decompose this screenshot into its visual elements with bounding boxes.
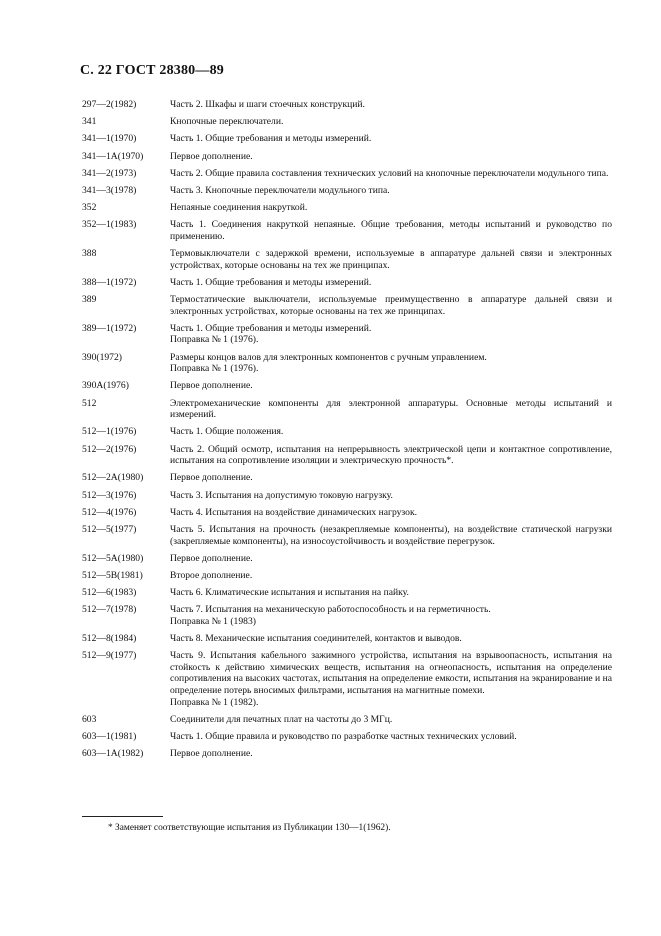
description-text: Часть 1. Общие требования и методы измерений. (170, 322, 372, 334)
publication-number: 341 (82, 116, 97, 128)
publication-description (170, 248, 612, 271)
description-text: Второе дополнение. (170, 569, 253, 581)
publication-description (170, 398, 612, 421)
publication-description (170, 714, 612, 726)
publication-number: 512—1(1976) (82, 426, 137, 438)
publication-number: 512—4(1976) (82, 506, 137, 518)
publication-number: 512—2(1976) (82, 443, 137, 455)
publication-description (170, 444, 612, 467)
description-text: Кнопочные переключатели. (170, 116, 284, 128)
description-text: Первое дополнение. (170, 552, 253, 564)
list-item (82, 731, 612, 743)
publication-description (170, 99, 612, 111)
description-text: Часть 6. Климатические испытания и испытания на пайку. (170, 587, 409, 599)
list-item (82, 472, 612, 484)
publication-number: 341—2(1973) (82, 167, 137, 179)
list-item (82, 587, 612, 599)
publication-number: 297—2(1982) (82, 99, 137, 110)
list-item (82, 426, 612, 438)
publication-number: 352—1(1983) (82, 219, 137, 231)
publication-number: 512—7(1978) (82, 604, 137, 616)
publication-number: 512 (82, 397, 97, 409)
amendment-note: Поправка № 1 (1976). (170, 363, 259, 375)
description-text: Непаяные соединения накруткой. (170, 202, 308, 214)
publication-description (170, 116, 612, 128)
publication-description (170, 524, 612, 547)
list-item (82, 398, 612, 421)
publication-number: 389—1(1972) (82, 322, 137, 334)
publication-number: 512—5В(1981) (82, 569, 143, 581)
list-item (82, 604, 612, 627)
publication-description (170, 553, 612, 565)
list-item (82, 524, 612, 547)
description-text: Часть 1. Общие требования и методы измерений. (170, 133, 372, 145)
description-text: Электромеханические компоненты для электронной аппаратуры. Основные методы испытаний и измерений. (170, 397, 612, 421)
publication-description (170, 352, 612, 375)
description-text: Часть 9. Испытания кабельного зажимного устройства, испытания на взрывоопасность, испытания на стойкость к действию химических веществ, испытания на огнеопасность, испытания на определение сопротивления на высоких частотах, испытания на определение емкости, испытания на экранирование и на определение потерь вносимых фильтрами, испытания на магнитные помехи. (170, 650, 612, 696)
publication-description (170, 604, 612, 627)
publication-description (170, 219, 612, 242)
publication-number: 603 (82, 713, 97, 725)
description-text: Часть 1. Общие положения. (170, 426, 284, 438)
publication-description (170, 472, 612, 484)
description-text: Первое дополнение. (170, 150, 253, 162)
publication-list (82, 99, 612, 765)
description-text: Часть 4. Испытания на воздействие динамических нагрузок. (170, 506, 418, 518)
list-item (82, 277, 612, 289)
publication-description (170, 731, 612, 743)
publication-number: 512—6(1983) (82, 587, 137, 599)
amendment-note: Поправка № 1 (1982). (170, 696, 259, 708)
list-item (82, 650, 612, 708)
publication-description (170, 168, 612, 180)
publication-number: 388 (82, 248, 97, 260)
list-item (82, 168, 612, 180)
list-item (82, 748, 612, 760)
description-text: Часть 8. Механические испытания соединителей, контактов и выводов. (170, 633, 462, 645)
publication-number: 341—1А(1970) (82, 150, 144, 162)
list-item (82, 553, 612, 565)
description-text: Термовыключатели с задержкой времени, используемые в аппаратуре дальней связи и электронных устройствах, которые основаны на тех же принципах. (170, 248, 612, 271)
list-item (82, 294, 612, 317)
publication-description (170, 587, 612, 599)
list-item (82, 185, 612, 197)
list-item (82, 248, 612, 271)
description-text: Часть 2. Шкафы и шаги стоечных конструкций. (170, 99, 365, 110)
publication-number: 512—5(1977) (82, 523, 137, 535)
list-item (82, 380, 612, 392)
publication-number: 603—1А(1982) (82, 748, 144, 760)
publication-description (170, 323, 612, 346)
publication-description (170, 151, 612, 163)
publication-description (170, 202, 612, 214)
footnote-divider (82, 816, 163, 817)
publication-description (170, 748, 612, 760)
publication-number: 341—3(1978) (82, 184, 137, 196)
list-item (82, 633, 612, 645)
publication-description (170, 294, 612, 317)
description-text: Часть 1. Соединения накруткой непаяные. Общие требования, методы испытаний и руководство по применению. (170, 219, 612, 242)
description-text: Первое дополнение. (170, 748, 253, 760)
list-item (82, 570, 612, 582)
publication-description (170, 650, 612, 708)
description-text: Соединители для печатных плат на частоты до 3 МГц. (170, 713, 393, 725)
list-item (82, 444, 612, 467)
description-text: Первое дополнение. (170, 472, 253, 484)
amendment-note: Поправка № 1 (1983) (170, 615, 256, 627)
list-item (82, 99, 612, 111)
list-item (82, 490, 612, 502)
list-item (82, 151, 612, 163)
publication-number: 512—5А(1980) (82, 552, 144, 564)
description-text: Первое дополнение. (170, 380, 253, 392)
publication-number: 512—8(1984) (82, 633, 137, 645)
publication-number: 390(1972) (82, 351, 122, 363)
publication-number: 512—3(1976) (82, 489, 137, 501)
publication-description (170, 426, 612, 438)
description-text: Часть 7. Испытания на механическую работоспособность и на герметичность. (170, 604, 491, 616)
list-item (82, 116, 612, 128)
description-text: Размеры концов валов для электронных компонентов с ручным управлением. (170, 351, 487, 363)
publication-number: 341—1(1970) (82, 133, 137, 145)
publication-number: 512—9(1977) (82, 650, 137, 662)
description-text: Часть 5. Испытания на прочность (незакрепляемые компоненты), на воздействие статической нагрузки (закрепляемые компоненты), на износоустойчивость и воздействие перегрузок. (170, 523, 612, 547)
publication-description (170, 277, 612, 289)
publication-number: 512—2А(1980) (82, 472, 144, 484)
list-item (82, 352, 612, 375)
list-item (82, 714, 612, 726)
publication-number: 388—1(1972) (82, 276, 137, 288)
publication-number: 389 (82, 294, 97, 306)
description-text: Часть 1. Общие правила и руководство по разработке частных технических условий. (170, 730, 517, 742)
list-item (82, 202, 612, 214)
publication-number: 603—1(1981) (82, 730, 137, 742)
description-text: Термостатические выключатели, используемые преимущественно в аппаратуре дальней связи и электронных устройствах, которые основаны на тех же принципах. (170, 294, 612, 317)
publication-description (170, 490, 612, 502)
publication-description (170, 133, 612, 145)
page-title: С. 22 ГОСТ 28380—89 (80, 63, 224, 78)
description-text: Часть 3. Кнопочные переключатели модульного типа. (170, 184, 390, 196)
amendment-note: Поправка № 1 (1976). (170, 334, 259, 346)
publication-description (170, 507, 612, 519)
publication-description (170, 570, 612, 582)
publication-description (170, 185, 612, 197)
list-item (82, 133, 612, 145)
publication-number: 390А(1976) (82, 380, 129, 392)
description-text: Часть 2. Общие правила составления технических условий на кнопочные переключатели модульного типа. (170, 167, 609, 179)
list-item (82, 507, 612, 519)
publication-number: 352 (82, 202, 97, 214)
footnote: * Заменяет соответствующие испытания из Публикации 130—1(1962). (108, 823, 391, 833)
publication-description (170, 380, 612, 392)
description-text: Часть 3. Испытания на допустимую токовую нагрузку. (170, 489, 393, 501)
publication-description (170, 633, 612, 645)
list-item (82, 323, 612, 346)
list-item (82, 219, 612, 242)
description-text: Часть 1. Общие требования и методы измерений. (170, 276, 372, 288)
description-text: Часть 2. Общий осмотр, испытания на непрерывность электрической цепи и контактное сопротивление, испытания на сопротивление изоляции и электрическую прочность*. (170, 443, 612, 467)
